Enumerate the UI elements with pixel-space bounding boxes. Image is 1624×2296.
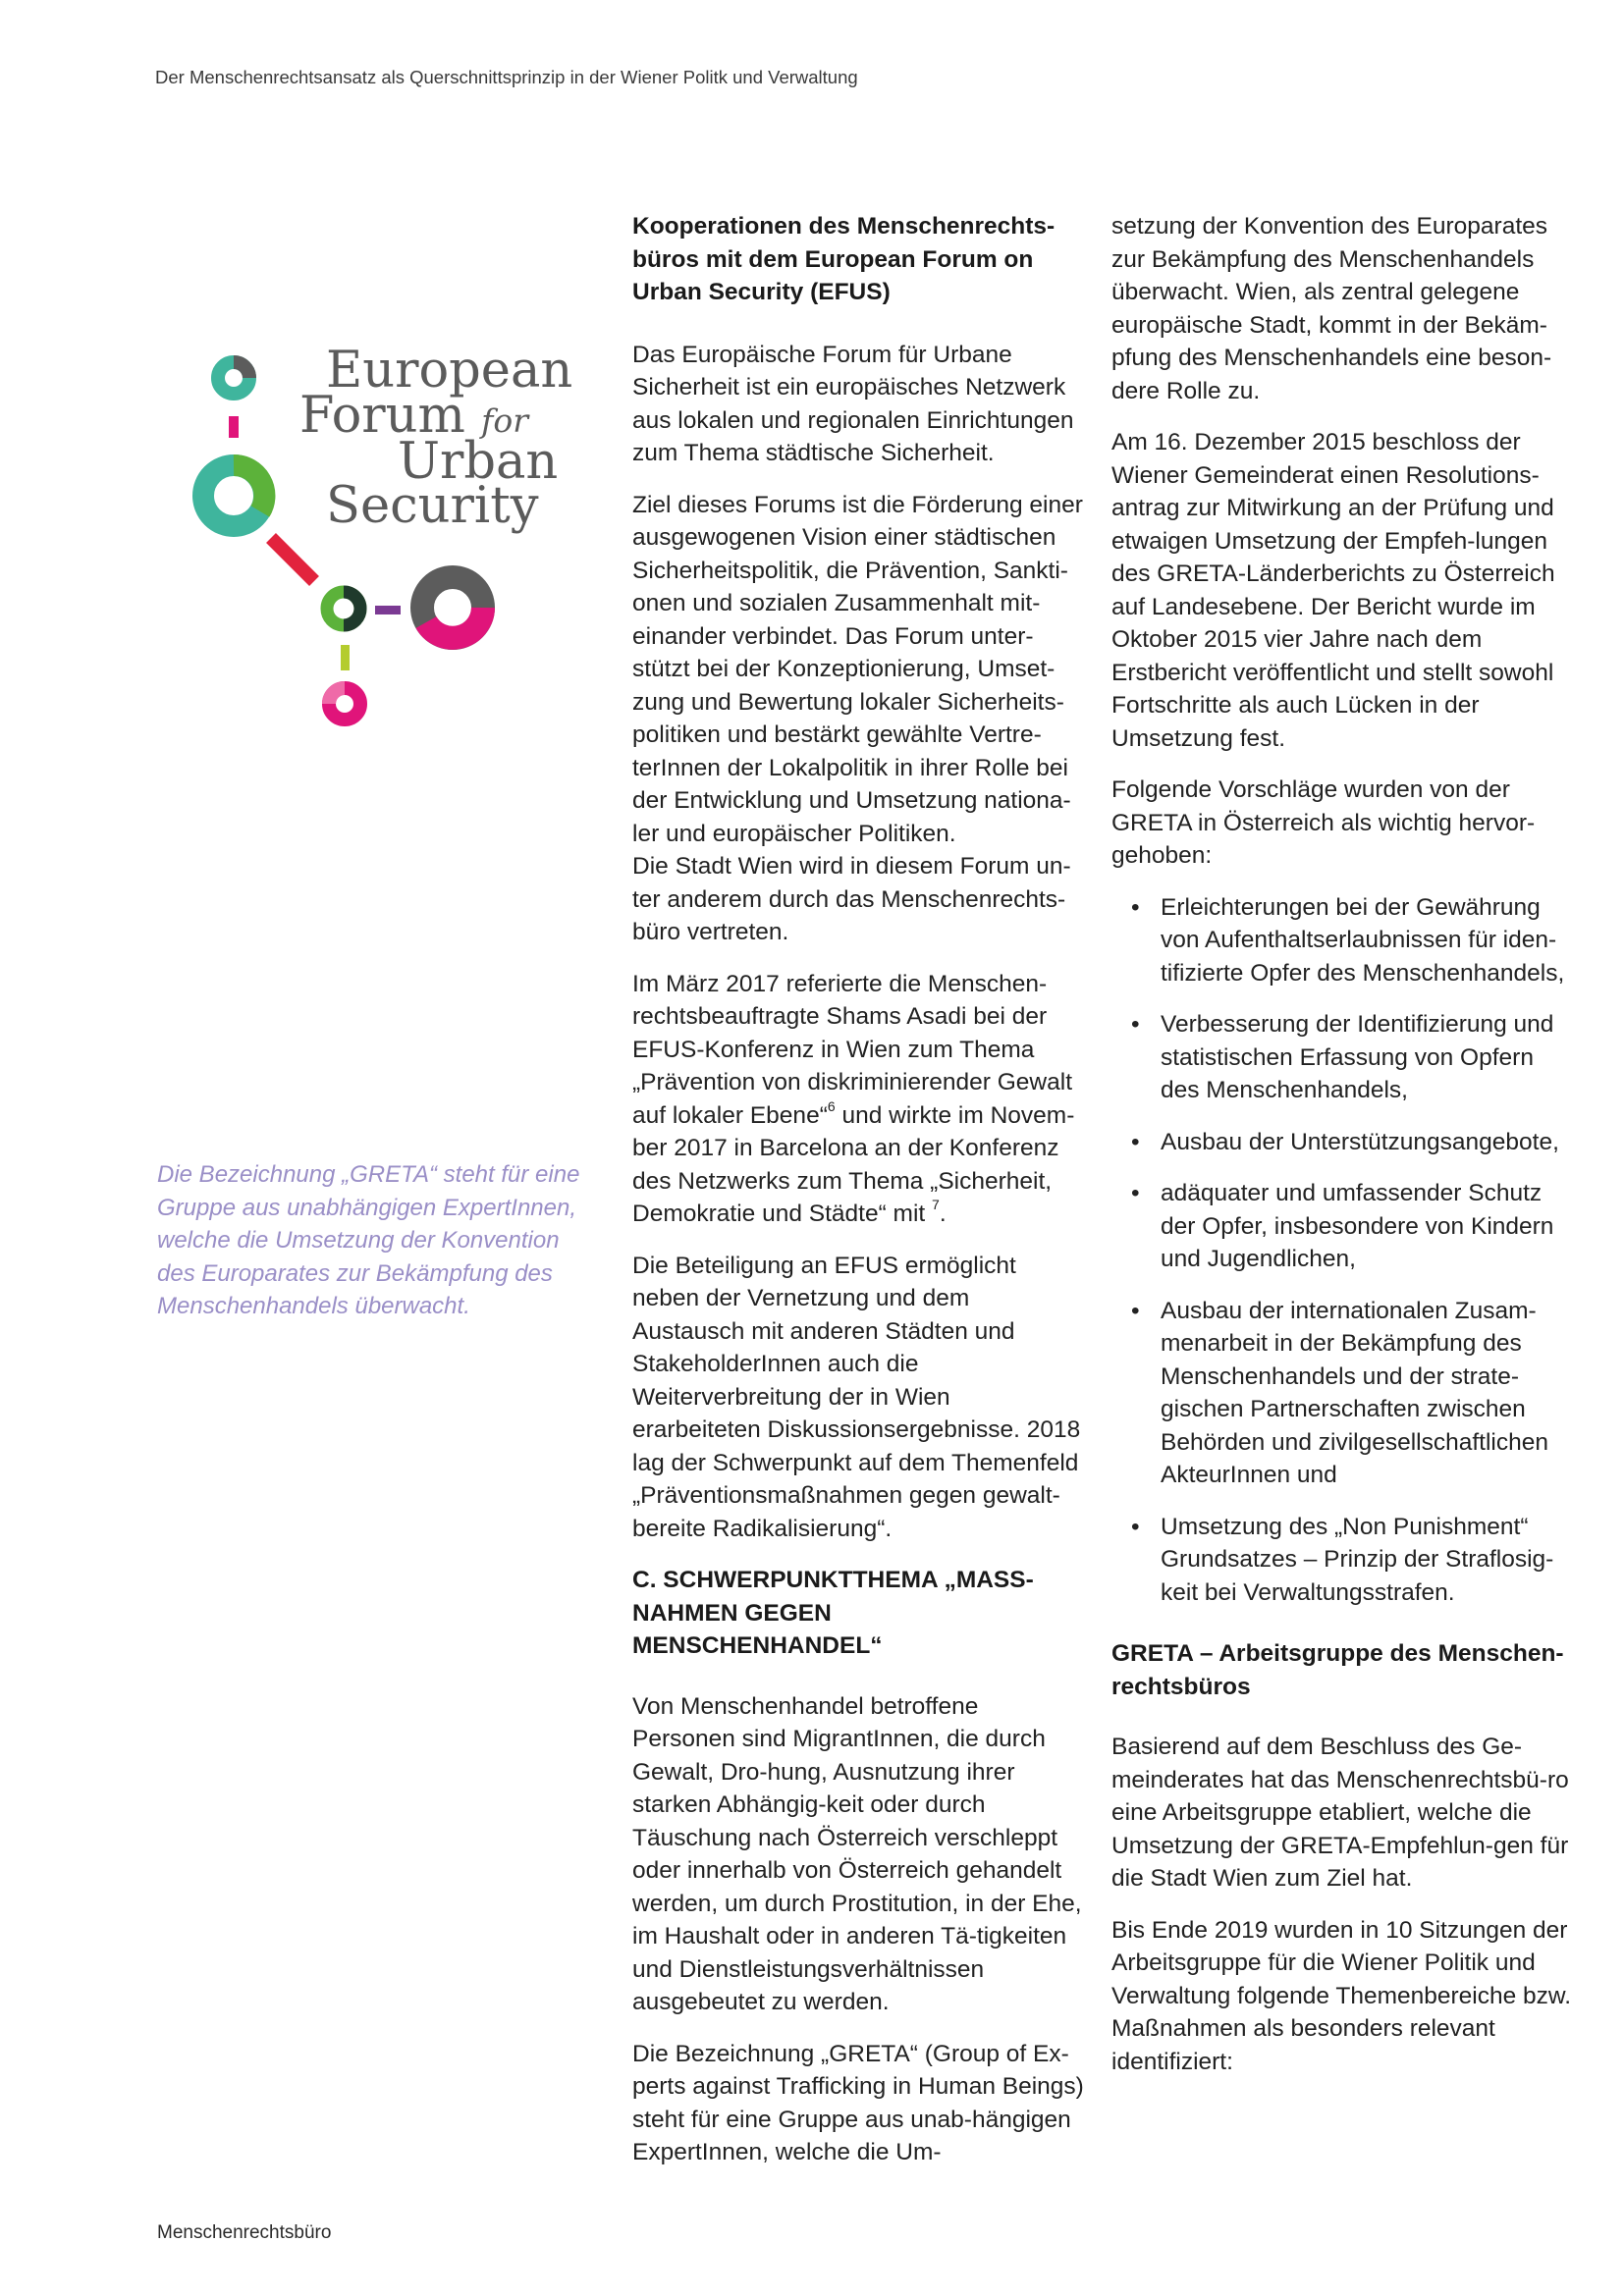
text-column-2	[1111, 210, 1573, 2097]
paragraph-efus-conference	[632, 968, 1084, 1231]
list-item	[1111, 1295, 1573, 1492]
bullet-icon: •	[1131, 1180, 1140, 1206]
logo-line-european: European	[326, 342, 573, 400]
footnote-ref-6[interactable]: 6	[827, 1097, 836, 1114]
efus-logo	[177, 334, 573, 746]
text-column-1	[632, 210, 1084, 2188]
heading-greta-working-group: GRETA – Arbeitsgruppe des Menschen-rechtsbüros	[1111, 1640, 1564, 1700]
list-item-text: Ausbau der internationalen Zusam-menarbeit in der Bekämpfung des Menschenhandels und der strate-gischen Partnerschaften zwischen Behörden und zivilgesellschaftlichen AkteurInnen und	[1161, 1297, 1548, 1488]
paragraph-sessions: Bis Ende 2019 wurden in 10 Sitzungen der Arbeitsgruppe für die Wiener Politik und Verwaltung folgende Themenbereiche bzw. Maßnahmen als besonders relevant identifiziert:	[1111, 1916, 1572, 2075]
list-item-text: Erleichterungen bei der Gewährung von Aufenthaltserlaubnissen für iden-tifizierte Opfer des Menschenhandels,	[1161, 893, 1565, 987]
logo-word-for: for	[481, 401, 528, 440]
paragraph-greta-convention: setzung der Konvention des Europarates zur Bekämpfung des Menschenhandels überwacht. Wien, als zentral gelegene europäische Stadt, kommt in der Bekäm-pfung des Menschenhandels eine beson-dere Rolle zu.	[1111, 213, 1552, 404]
paragraph-trafficking-victims: Von Menschenhandel betroffene Personen sind MigrantInnen, die durch Gewalt, Dro-hung, Ausnutzung ihrer starken Abhängig-keit oder durch Täuschung nach Österreich verschleppt oder innerhalb von Österreich gehandelt werden, um durch Prostitution, in der Ehe, im Haushalt oder in anderen Tä-tigkeiten und Dienstleistungsverhältnissen ausgebeutet zu werden.	[632, 1692, 1082, 2015]
list-item-text: Umsetzung des „Non Punishment“ Grundsatzes – Prinzip der Straflosig-keit bei Verwaltungsstrafen.	[1161, 1513, 1554, 1606]
paragraph-council-resolution: Am 16. Dezember 2015 beschloss der Wiener Gemeinderat einen Resolutions-antrag zur Mitwirkung an der Prüfung und etwaigen Umsetzung der Empfeh-lungen des GRETA-Länderberichts zu Österreich auf Landesebene. Der Bericht wurde im Oktober 2015 vier Jahre nach dem Erstbericht veröffentlicht und stellt sowohl Fortschritte als auch Lücken in der Umsetzung fest.	[1111, 429, 1555, 752]
paragraph-efus-participation: Die Beteiligung an EFUS ermöglicht neben der Vernetzung und dem Austausch mit anderen Städten und StakeholderInnen auch die Weiterverbreitung der in Wien erarbeiteten Diskussionsergebnisse. 2018 lag der Schwerpunkt auf dem Themenfeld „Präventionsmaßnahmen gegen gewalt-bereite Radikalisierung“.	[632, 1252, 1081, 1542]
paragraph-efus-goals	[632, 489, 1084, 949]
running-footer: Menschenrechtsbüro	[157, 2222, 332, 2243]
logo-line-security: Security	[326, 477, 539, 535]
logo-word-forum: Forum	[299, 387, 465, 445]
list-item	[1111, 1511, 1573, 1610]
bullet-icon: •	[1131, 893, 1140, 921]
paragraph-efus-intro: Das Europäische Forum für Urbane Sicherheit ist ein europäisches Netzwerk aus lokalen und regionalen Einrichtungen zum Thema städtische Sicherheit.	[632, 341, 1074, 466]
logo-line-urban: Urban	[398, 433, 559, 491]
list-item	[1111, 1008, 1573, 1107]
greta-proposals-list	[1111, 891, 1573, 1610]
paragraph-working-group: Basierend auf dem Beschluss des Ge-meinderates hat das Menschenrechtsbü-ro eine Arbeitsgruppe etabliert, welche die Umsetzung der GRETA-Empfehlun-gen für die Stadt Wien zum Ziel hat.	[1111, 1734, 1569, 1892]
heading-efus-cooperation: Kooperationen des Menschenrechts-büros mit dem European Forum on Urban Security (EFUS)	[632, 213, 1056, 305]
paragraph-efus-goals-text: Ziel dieses Forums ist die Förderung einer ausgewogenen Vision einer städtischen Sicherheitspolitik, die Prävention, Sankti-onen und sozialen Zusammenhalt mit-einander verbindet. Das Forum unter-stützt bei der Konzeptionierung, Umset-zung und Bewertung lokaler Sicherheits-politiken und bestärkt gewählte Vertre-terInnen der Lokalpolitik in ihrer Rolle bei der Entwicklung und Umsetzung nationa-ler und europäischer Politiken.	[632, 491, 1083, 847]
paragraph-greta-proposals: Folgende Vorschläge wurden von der GRETA in Österreich als wichtig hervor-gehoben:	[1111, 776, 1536, 869]
list-item	[1111, 891, 1573, 990]
list-item-text: Ausbau der Unterstützungsangebote,	[1161, 1128, 1559, 1155]
sidebar-note-greta: Die Bezeichnung „GRETA“ steht für eine Gruppe aus unabhängigen ExpertInnen, welche die Umsetzung der Konvention des Europarates zur Bekämpfung des Menschenhandels überwacht.	[157, 1161, 580, 1319]
footnote-ref-7[interactable]: 7	[932, 1197, 940, 1212]
list-item	[1111, 1177, 1573, 1276]
list-item-text: adäquater und umfassender Schutz der Opfer, insbesondere von Kindern und Jugendlichen,	[1161, 1180, 1554, 1272]
logo-connector-red	[271, 538, 314, 581]
list-item-text: Verbesserung der Identifizierung und statistischen Erfassung von Opfern des Menschenhandels,	[1161, 1011, 1554, 1103]
bullet-icon: •	[1131, 1297, 1140, 1324]
bullet-icon: •	[1131, 1513, 1140, 1540]
bullet-icon: •	[1131, 1011, 1140, 1038]
bullet-icon: •	[1131, 1128, 1140, 1155]
running-header: Der Menschenrechtsansatz als Querschnittsprinzip in der Wiener Politk und Verwaltung	[155, 67, 858, 87]
list-item	[1111, 1126, 1573, 1159]
paragraph-greta-definition: Die Bezeichnung „GRETA“ (Group of Ex-perts against Trafficking in Human Beings) steht für eine Gruppe aus unab-hängigen ExpertInnen, welche die Um-	[632, 2040, 1084, 2165]
heading-human-trafficking: C. SCHWERPUNKTTHEMA „MASS-NAHMEN GEGEN MENSCHENHANDEL“	[632, 1567, 1034, 1659]
conference-text-b: und wirkte im Novem-ber 2017 in Barcelona an der Konferenz des Netzwerks zum Thema „Sicherheit, Demokratie und Städte“ mit	[632, 1101, 1075, 1227]
conference-text-c: .	[939, 1201, 947, 1227]
paragraph-efus-vienna: Die Stadt Wien wird in diesem Forum un-ter anderem durch das Menschenrechts-büro vertreten.	[632, 853, 1071, 945]
conference-text-a: Im März 2017 referierte die Menschen-rechtsbeauftragte Shams Asadi bei der EFUS-Konferenz in Wien zum Thema „Prävention von diskriminierender Gewalt auf lokaler Ebene“	[632, 970, 1072, 1129]
